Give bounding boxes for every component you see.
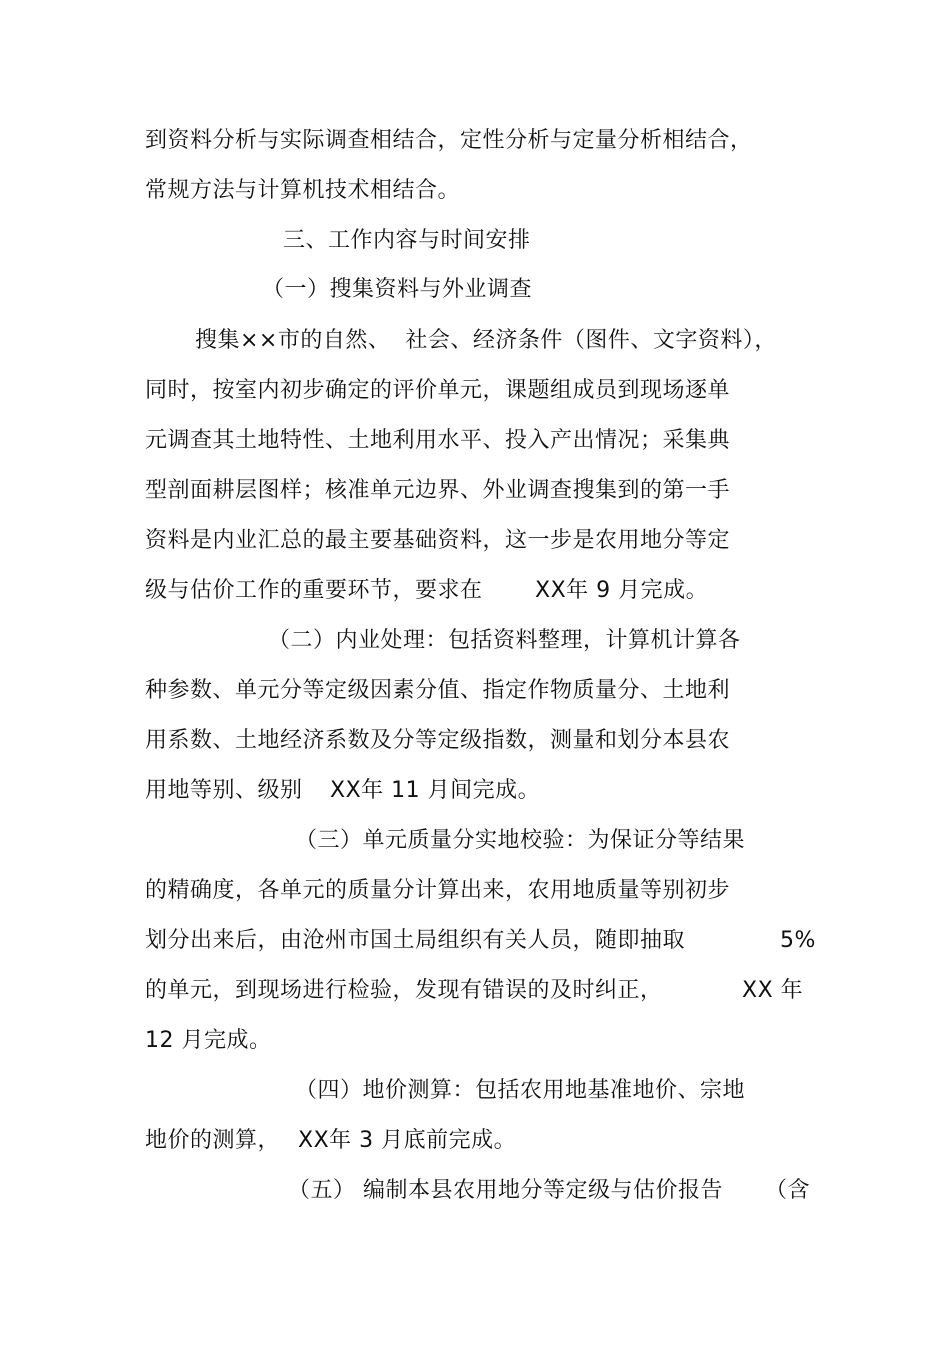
percentage-value: 5% bbox=[780, 928, 816, 953]
subsection-heading: （一）搜集资料与外业调查 bbox=[262, 277, 533, 302]
paragraph-line-date: XX年 11 月间完成。 bbox=[330, 778, 541, 803]
paragraph-line: 地价的测算， bbox=[145, 1128, 281, 1153]
subsection-line: （五） 编制本县农用地分等定级与估价报告 bbox=[288, 1178, 723, 1203]
paragraph-line: 同时，按室内初步确定的评价单元，课题组成员到现场逐单 bbox=[145, 378, 731, 403]
paragraph-line: 搜集××市的自然、 社会、经济条件（图件、文字资料）， bbox=[195, 328, 777, 353]
paragraph-line: 的单元，到现场进行检验，发现有错误的及时纠正， bbox=[145, 978, 663, 1003]
paragraph-line-date: XX年 3 月底前完成。 bbox=[298, 1128, 517, 1153]
paragraph-line: 用地等别、级别 bbox=[145, 778, 303, 803]
paragraph-line: 12 月完成。 bbox=[145, 1028, 272, 1053]
paragraph-line-tail: （含 bbox=[765, 1178, 811, 1203]
paragraph-line: 常规方法与计算机技术相结合。 bbox=[145, 178, 461, 203]
paragraph-line: 型剖面耕层图样；核准单元边界、外业调查搜集到的第一手 bbox=[145, 478, 731, 503]
paragraph-line-year: XX 年 bbox=[742, 978, 804, 1003]
paragraph-line: 元调查其土地特性、土地利用水平、投入产出情况；采集典 bbox=[145, 428, 731, 453]
paragraph-line: 级与估价工作的重要环节，要求在 bbox=[145, 578, 483, 603]
subsection-line: （二）内业处理：包括资料整理，计算机计算各 bbox=[268, 628, 741, 653]
section-heading: 三、工作内容与时间安排 bbox=[283, 228, 531, 253]
paragraph-line: 到资料分析与实际调查相结合，定性分析与定量分析相结合， bbox=[145, 128, 753, 153]
paragraph-line: 种参数、单元分等定级因素分值、指定作物质量分、土地利 bbox=[145, 678, 731, 703]
paragraph-line: 资料是内业汇总的最主要基础资料，这一步是农用地分等定 bbox=[145, 528, 731, 553]
paragraph-line: 划分出来后，由沧州市国土局组织有关人员，随即抽取 bbox=[145, 928, 686, 953]
paragraph-line: 用系数、土地经济系数及分等定级指数，测量和划分本县农 bbox=[145, 728, 731, 753]
subsection-line: （三）单元质量分实地校验：为保证分等结果 bbox=[295, 828, 746, 853]
paragraph-line-date: XX年 9 月完成。 bbox=[535, 578, 709, 603]
paragraph-line: 的精确度，各单元的质量分计算出来，农用地质量等别初步 bbox=[145, 878, 731, 903]
subsection-line: （四）地价测算：包括农用地基准地价、宗地 bbox=[295, 1078, 746, 1103]
